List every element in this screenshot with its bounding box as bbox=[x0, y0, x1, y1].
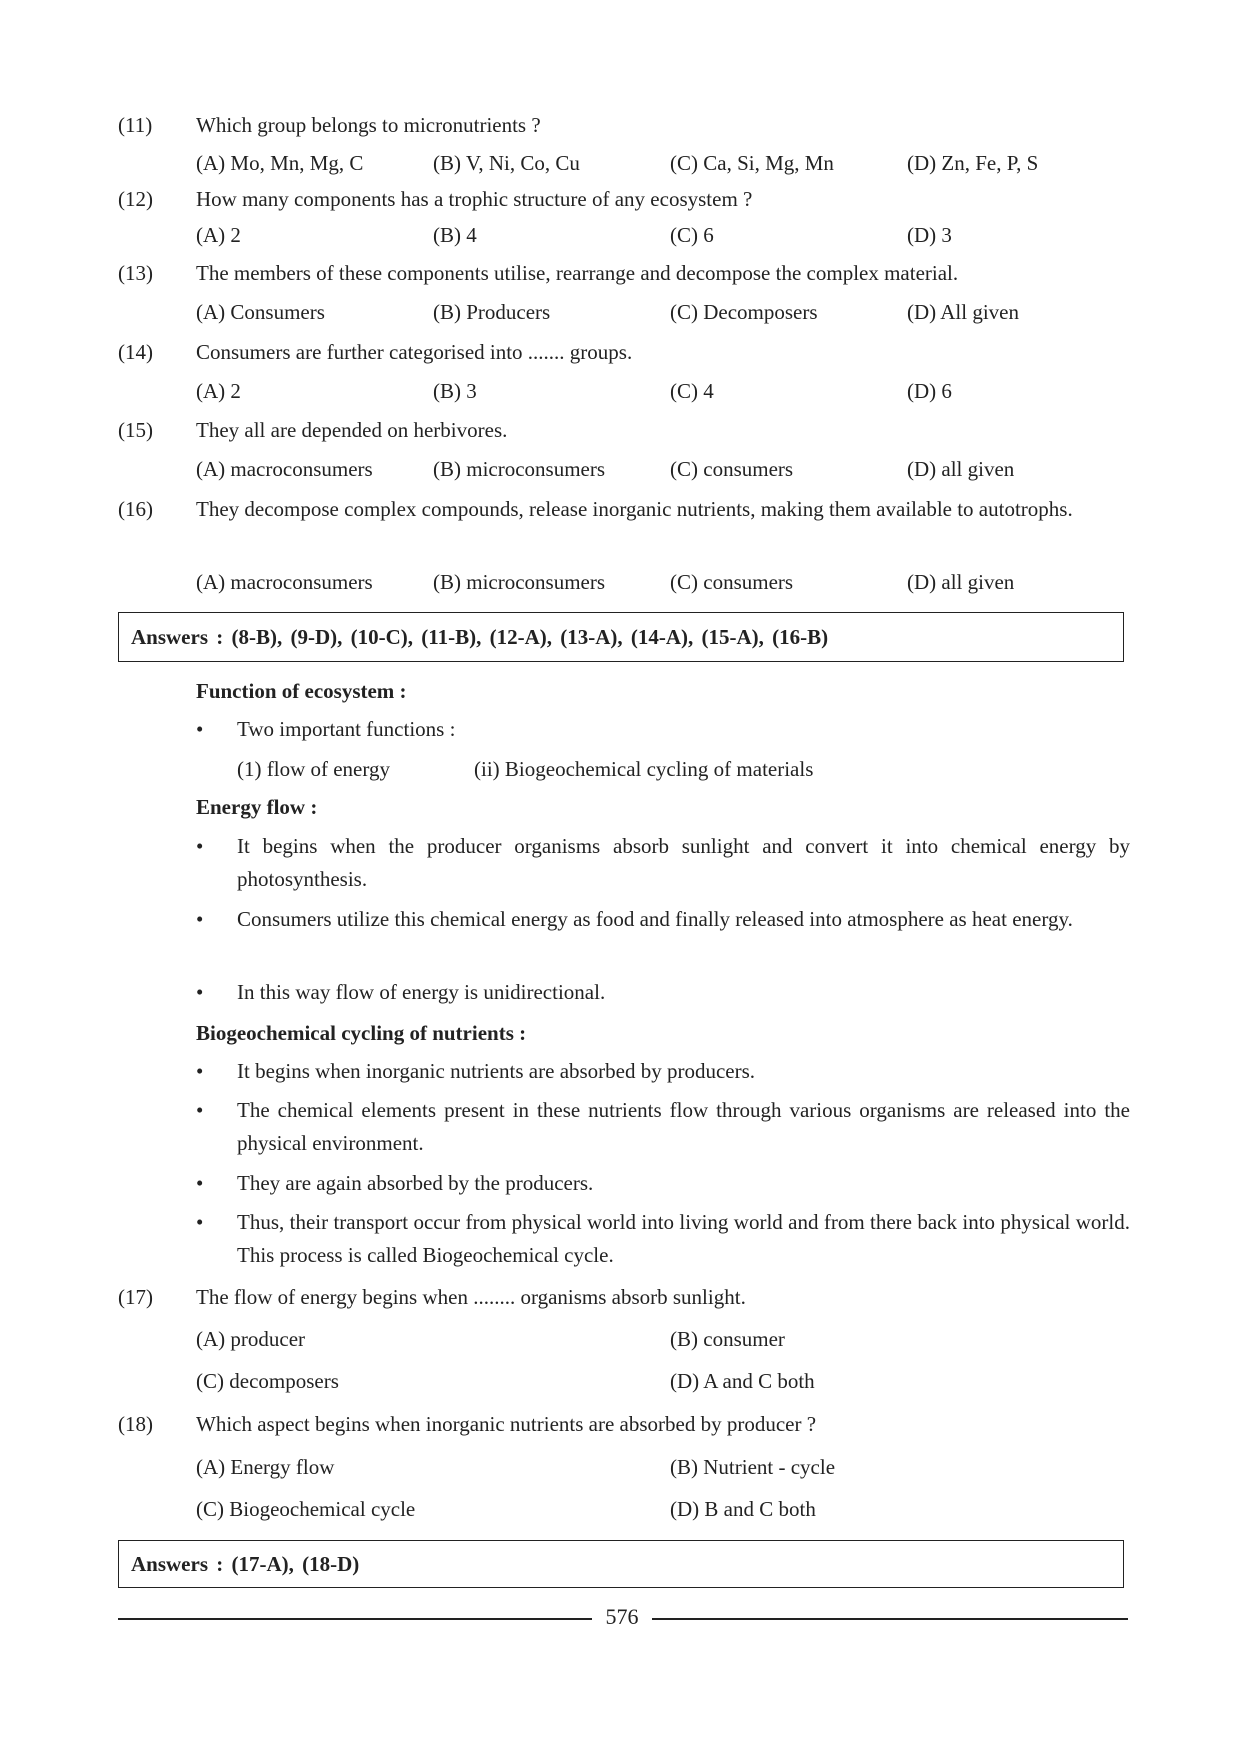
bullet-text: They are again absorbed by the producers. bbox=[237, 1171, 594, 1195]
bullet-text: It begins when inorganic nutrients are absorbed by producers. bbox=[237, 1059, 756, 1083]
option-b: (B) Nutrient - cycle bbox=[670, 1455, 836, 1479]
question-text: They all are depended on herbivores. bbox=[196, 418, 508, 442]
option-c: (C) Biogeochemical cycle bbox=[196, 1497, 416, 1521]
section-heading-energy-flow: Energy flow : bbox=[196, 795, 318, 819]
question-16 bbox=[118, 492, 1128, 526]
option-b: (B) consumer bbox=[670, 1327, 785, 1351]
question-text: How many components has a trophic structure of any ecosystem ? bbox=[196, 187, 753, 211]
option-d: (D) All given bbox=[907, 300, 1019, 324]
option-b: (B) Producers bbox=[433, 300, 551, 324]
option-a: (A) producer bbox=[196, 1327, 306, 1351]
option-a: (A) 2 bbox=[196, 223, 241, 247]
bullet-item bbox=[196, 1167, 1130, 1200]
question-13 bbox=[118, 256, 1128, 290]
option-b: (B) V, Ni, Co, Cu bbox=[433, 151, 580, 175]
question-number: (16) bbox=[118, 497, 153, 521]
footer-rule-right bbox=[652, 1618, 1128, 1620]
bullet-text: In this way flow of energy is unidirectional. bbox=[237, 980, 606, 1004]
question-17 bbox=[118, 1280, 1128, 1314]
option-d: (D) B and C both bbox=[670, 1497, 816, 1521]
option-a: (A) 2 bbox=[196, 379, 241, 403]
option-d: (D) all given bbox=[907, 457, 1015, 481]
section-heading-function: Function of ecosystem : bbox=[196, 679, 407, 703]
question-number: (13) bbox=[118, 261, 153, 285]
section-heading-biogeochemical: Biogeochemical cycling of nutrients : bbox=[196, 1021, 527, 1045]
function-item-1: (1) flow of energy bbox=[237, 757, 390, 781]
option-d: (D) all given bbox=[907, 570, 1015, 594]
bullet-item bbox=[196, 1206, 1130, 1272]
option-d: (D) A and C both bbox=[670, 1369, 815, 1393]
question-text: They decompose complex compounds, release inorganic nutrients, making them available to autotrophs. bbox=[196, 497, 1073, 521]
option-d: (D) 6 bbox=[907, 379, 952, 403]
option-c: (C) 4 bbox=[670, 379, 714, 403]
function-item-2: (ii) Biogeochemical cycling of materials bbox=[474, 757, 814, 781]
bullet-item bbox=[196, 976, 1130, 1009]
bullet-item bbox=[196, 1094, 1130, 1160]
bullet-mark: • bbox=[196, 1059, 204, 1083]
bullet-mark: • bbox=[196, 1171, 204, 1195]
bullet-item bbox=[196, 1055, 1130, 1088]
option-b: (B) microconsumers bbox=[433, 457, 606, 481]
option-a: (A) Mo, Mn, Mg, C bbox=[196, 151, 364, 175]
answers-text: Answers : (8-B), (9-D), (10-C), (11-B), (12-A), (13-A), (14-A), (15-A), (16-B) bbox=[131, 624, 829, 649]
option-a: (A) Energy flow bbox=[196, 1455, 335, 1479]
bullet-text: Thus, their transport occur from physical world into living world and from there back into physical world. This process is called Biogeochemical cycle. bbox=[237, 1210, 1130, 1267]
bullet-text: Two important functions : bbox=[237, 717, 456, 741]
question-14 bbox=[118, 335, 1128, 369]
footer-rule-left bbox=[118, 1618, 592, 1620]
option-a: (A) Consumers bbox=[196, 300, 325, 324]
bullet-item bbox=[196, 713, 1130, 746]
answers-box bbox=[118, 1540, 1124, 1588]
question-number: (11) bbox=[118, 113, 153, 137]
question-15 bbox=[118, 413, 1128, 447]
option-b: (B) microconsumers bbox=[433, 570, 606, 594]
question-number: (18) bbox=[118, 1412, 153, 1436]
question-text: Which aspect begins when inorganic nutrients are absorbed by producer ? bbox=[196, 1412, 817, 1436]
option-d: (D) 3 bbox=[907, 223, 952, 247]
option-c: (C) 6 bbox=[670, 223, 714, 247]
question-12 bbox=[118, 182, 1128, 216]
question-18 bbox=[118, 1407, 1128, 1441]
bullet-mark: • bbox=[196, 1210, 204, 1234]
bullet-mark: • bbox=[196, 1098, 204, 1122]
bullet-mark: • bbox=[196, 717, 204, 741]
option-c: (C) Decomposers bbox=[670, 300, 818, 324]
answers-text: Answers : (17-A), (18-D) bbox=[131, 1551, 360, 1576]
bullet-mark: • bbox=[196, 834, 204, 858]
question-text: The members of these components utilise, rearrange and decompose the complex material. bbox=[196, 261, 959, 285]
question-number: (15) bbox=[118, 418, 153, 442]
question-number: (14) bbox=[118, 340, 153, 364]
answers-box bbox=[118, 612, 1124, 662]
bullet-text: Consumers utilize this chemical energy as food and finally released into atmosphere as heat energy. bbox=[237, 907, 1073, 931]
page-number: 576 bbox=[605, 1604, 639, 1629]
option-b: (B) 3 bbox=[433, 379, 477, 403]
question-number: (12) bbox=[118, 187, 153, 211]
question-text: Consumers are further categorised into ....... groups. bbox=[196, 340, 633, 364]
option-a: (A) macroconsumers bbox=[196, 570, 373, 594]
question-text: Which group belongs to micronutrients ? bbox=[196, 113, 541, 137]
option-b: (B) 4 bbox=[433, 223, 477, 247]
bullet-item bbox=[196, 903, 1130, 936]
question-11 bbox=[118, 108, 1128, 142]
option-c: (C) consumers bbox=[670, 570, 794, 594]
option-a: (A) macroconsumers bbox=[196, 457, 373, 481]
question-number: (17) bbox=[118, 1285, 153, 1309]
option-c: (C) consumers bbox=[670, 457, 794, 481]
bullet-item bbox=[196, 830, 1130, 896]
option-c: (C) decomposers bbox=[196, 1369, 339, 1393]
option-d: (D) Zn, Fe, P, S bbox=[907, 151, 1039, 175]
bullet-mark: • bbox=[196, 980, 204, 1004]
bullet-text: The chemical elements present in these nutrients flow through various organisms are released into the physical environment. bbox=[237, 1098, 1130, 1155]
option-c: (C) Ca, Si, Mg, Mn bbox=[670, 151, 834, 175]
bullet-mark: • bbox=[196, 907, 204, 931]
question-text: The flow of energy begins when ........ organisms absorb sunlight. bbox=[196, 1285, 746, 1309]
bullet-text: It begins when the producer organisms absorb sunlight and convert it into chemical energy by photosynthesis. bbox=[237, 834, 1130, 891]
